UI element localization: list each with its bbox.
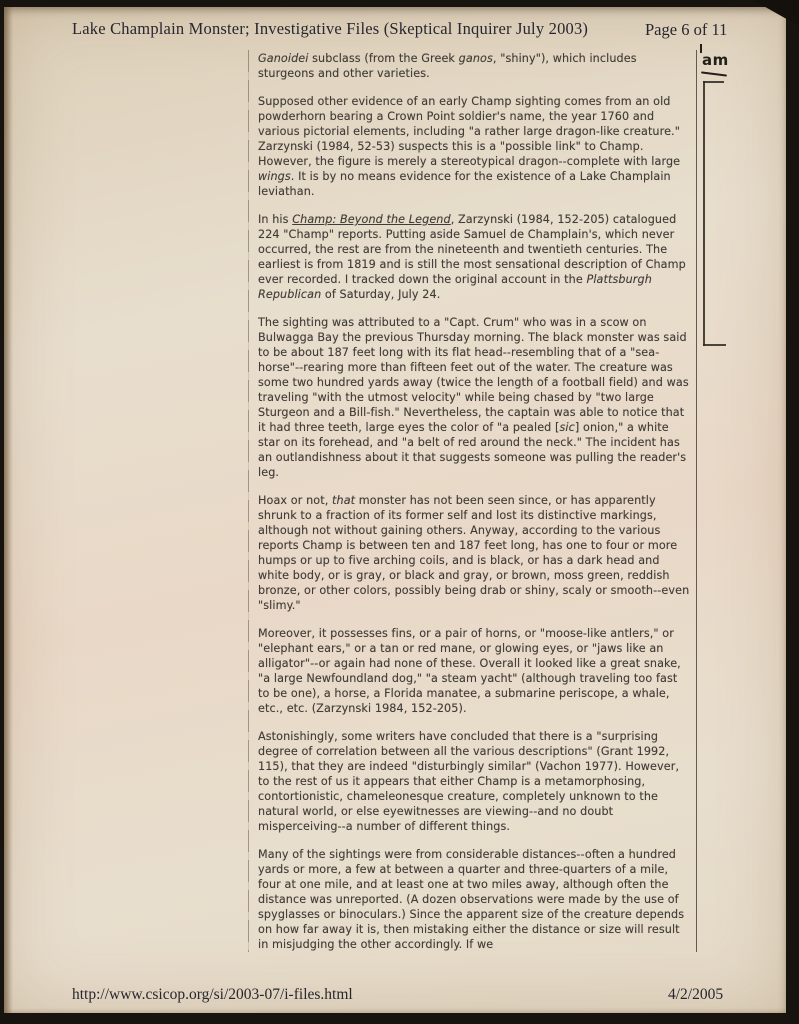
footer-url: http://www.csicop.org/si/2003-07/i-files.html	[72, 986, 353, 1003]
column-rule-right	[696, 50, 697, 952]
emphasis-text: that	[332, 494, 356, 507]
body-text: The sighting was attributed to a "Capt. Crum" who was in a scow on Bulwagga Bay the previous Thursday morning. The black monster was said to be about 187 feet long with its flat head--resembling that of a "sea-horse"--rearing more than fifteen feet out of the water. The creature was some two hundred yards away (twice the length of a football field) and was traveling "with the utmost velocity" while being chased by "two large Sturgeon and a Bill-fish." Nevertheless, the captain was able to notice that it had three teeth, large eyes the color of "a pealed [	[258, 316, 689, 434]
margin-bracket-top	[703, 81, 724, 83]
page-indicator: Page 6 of 11	[645, 20, 728, 39]
paragraph	[258, 493, 692, 613]
body-text: monster has not been seen since, or has apparently shrunk to a fraction of its former self and lost its distinctive markings, although not without gaining others. Anyway, according to the various reports Champ is between ten and 187 feet long, has one to four or more humps or up to five arching coils, and is black, or has a dark head and white body, or is gray, or black and gray, or brown, moss green, reddish bronze, or other colors, possibly being drab or shiny, scaly or smooth--even "slimy."	[258, 494, 690, 612]
body-text: Many of the sightings were from considerable distances--often a hundred yards or more, a few at between a quarter and three-quarters of a mile, four at one mile, and at least one at two miles away, although often the distance was unreported. (A dozen observations were made by the use of spyglasses or binoculars.) Since the apparent size of the creature depends on how far away it is, then mistaking either the distance or size will result in misjudging the other accordingly. If we	[258, 848, 685, 951]
paragraph	[258, 315, 692, 480]
body-text: Supposed other evidence of an early Champ sighting comes from an old powderhorn bearing a Crown Point soldier's name, the year 1760 and various pictorial elements, including "a rather large dragon-like creature." Zarzynski (1984, 52-53) suspects this is a "possible link" to Champ. However, the figure is merely a stereotypical dragon--complete with large	[258, 95, 681, 168]
header-title: Lake Champlain Monster; Investigative Files (Skeptical Inquirer July 2003)	[72, 19, 589, 38]
body-text: subclass (from the Greek	[308, 52, 459, 65]
margin-note: am	[702, 51, 729, 69]
column-rule-left	[248, 50, 249, 952]
emphasis-text: Champ: Beyond the Legend	[292, 213, 451, 226]
body-text: Astonishingly, some writers have concluded that there is a "surprising degree of correlation between all the various descriptions" (Grant 1992, 115), that they are indeed "disturbingly similar" (Vachon 1977). However, to the rest of us it appears that either Champ is a metamorphosing, contortionistic, chameleonesque creature, completely unknown to the natural world, or else eyewitnesses are viewing--and no doubt misperceiving--a number of different things.	[258, 730, 680, 833]
body-text: , "shiny"), which includes sturgeons and other varieties.	[258, 52, 637, 80]
margin-bracket-stem	[703, 81, 705, 346]
body-text: ] onion," a white star on its forehead, and "a belt of red around the neck." The incident has an outlandishness about it that suggests someone was pulling the reader's leg.	[258, 421, 687, 479]
emphasis-text: Plattsburgh Republican	[258, 273, 652, 301]
emphasis-text: sic	[559, 421, 575, 434]
paragraph	[258, 212, 692, 302]
emphasis-text: Ganoidei	[258, 52, 309, 65]
paragraph	[258, 51, 692, 81]
body-text: , Zarzynski (1984, 152-205) catalogued 224 "Champ" reports. Putting aside Samuel de Champlain's, which never occurred, the rest are from the nineteenth and twentieth centuries. The earliest is from 1819 and is still the most sensational description of Champ ever recorded. I tracked down the original account in the	[258, 213, 686, 286]
body-text: In his	[258, 213, 293, 226]
paragraph	[258, 847, 692, 952]
body-text: . It is by no means evidence for the existence of a Lake Champlain leviathan.	[258, 170, 671, 198]
sheet-edge-shadow	[4, 7, 13, 1013]
body-text: Hoax or not,	[258, 494, 333, 507]
body-text: Moreover, it possesses fins, or a pair of horns, or "moose-like antlers," or "elephant ears," or a tan or red mane, or glowing eyes, or "jaws like an alligator"--or again had none of these. Overall it looked like a great snake, "a large Newfoundland dog," "a steam yacht" (although traveling too fast to be one), a horse, a Florida manatee, a submarine periscope, a whale, etc., etc. (Zarzynski 1984, 152-205).	[258, 627, 681, 715]
emphasis-text: wings	[258, 170, 291, 183]
article-body	[258, 51, 692, 965]
paragraph	[258, 94, 692, 199]
emphasis-text: ganos	[458, 52, 493, 65]
footer-date: 4/2/2005	[668, 986, 724, 1003]
corner-shadow	[753, 0, 799, 26]
body-text: of Saturday, July 24.	[321, 288, 441, 301]
paragraph	[258, 626, 692, 716]
paragraph	[258, 729, 692, 834]
margin-bracket-bottom	[703, 344, 726, 346]
